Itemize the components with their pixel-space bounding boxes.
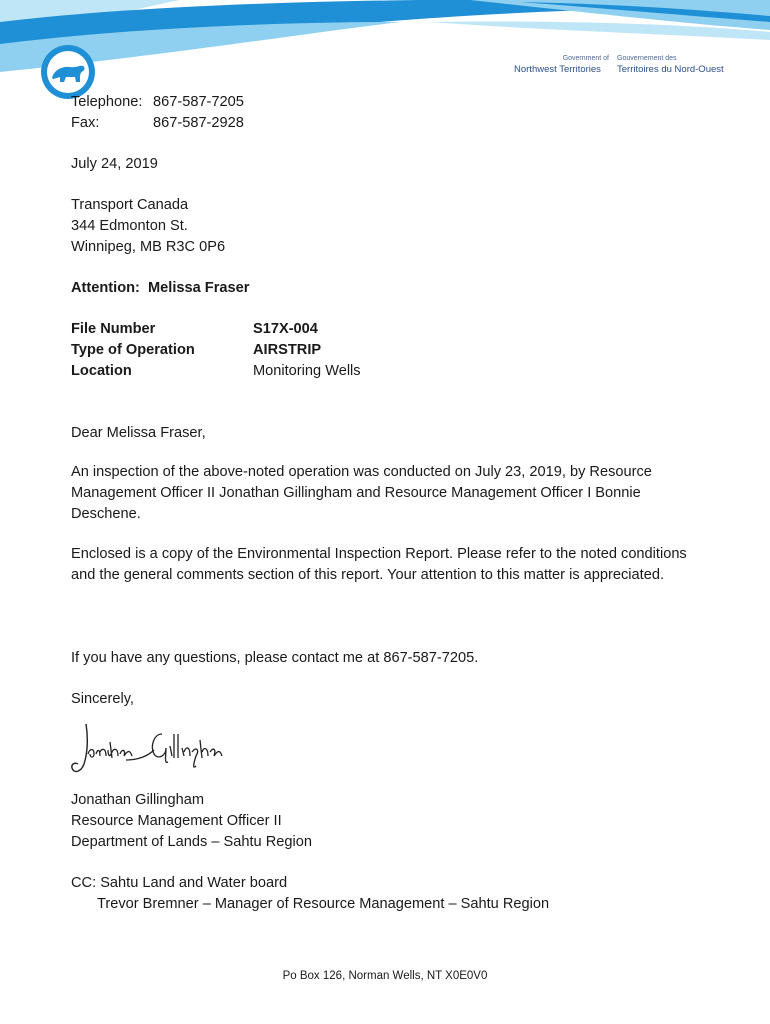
telephone-line: [71, 92, 244, 112]
paragraph-inspection: An inspection of the above-noted operation was conducted on July 23, 2019, by Resource Management Officer II Jonathan Gillingham and Resource Management Officer I Bonnie Deschene.: [71, 464, 652, 522]
location-label: Location: [71, 363, 132, 379]
gov-en-name: Northwest Territories: [514, 64, 601, 75]
paragraph-questions: If you have any questions, please contact me at 867-587-7205.: [71, 650, 479, 666]
cc-recipient: Trevor Bremner – Manager of Resource Management – Sahtu Region: [97, 896, 550, 912]
telephone-number: 867-587-7205: [153, 94, 244, 110]
attention-label: Attention:: [71, 280, 140, 296]
cc-line: CC: Sahtu Land and Water board: [71, 875, 288, 891]
attention-name: Melissa Fraser: [148, 280, 250, 296]
operation-label: Type of Operation: [71, 342, 195, 358]
signer-department: Department of Lands – Sahtu Region: [71, 834, 312, 850]
recipient-city: Winnipeg, MB R3C 0P6: [71, 239, 226, 255]
gov-wordmark-fr: [617, 53, 724, 75]
signer-name: Jonathan Gillingham: [71, 792, 205, 808]
gov-fr-name: Territoires du Nord-Ouest: [617, 64, 724, 75]
location-row: [71, 361, 361, 381]
letter-date: July 24, 2019: [71, 156, 158, 172]
recipient-street: 344 Edmonton St.: [71, 218, 188, 234]
closing: Sincerely,: [71, 691, 134, 707]
file-number-row: [71, 319, 318, 339]
gov-fr-small: Gouvernement des: [617, 55, 677, 62]
location-value: Monitoring Wells: [253, 363, 361, 379]
signer-title: Resource Management Officer II: [71, 813, 282, 829]
paragraph-enclosed: Enclosed is a copy of the Environmental Inspection Report. Please refer to the noted conditions and the general comments section of this report. Your attention to this matter is appreciated.: [71, 546, 687, 583]
fax-line: [71, 113, 244, 133]
handwritten-signature: [66, 716, 226, 780]
operation-value: AIRSTRIP: [253, 342, 322, 358]
fax-label: Fax:: [71, 115, 100, 131]
footer-address: Po Box 126, Norman Wells, NT X0E0V0: [282, 970, 488, 982]
file-number-value: S17X-004: [253, 321, 318, 337]
telephone-label: Telephone:: [71, 94, 143, 110]
attention-line: [71, 278, 250, 298]
fax-number: 867-587-2928: [153, 115, 244, 131]
salutation: Dear Melissa Fraser,: [71, 425, 206, 441]
gov-en-small: Government of: [562, 55, 609, 62]
gov-wordmark-en: [514, 53, 609, 75]
operation-row: [71, 340, 322, 360]
file-number-label: File Number: [71, 321, 156, 337]
recipient-org: Transport Canada: [71, 197, 189, 213]
